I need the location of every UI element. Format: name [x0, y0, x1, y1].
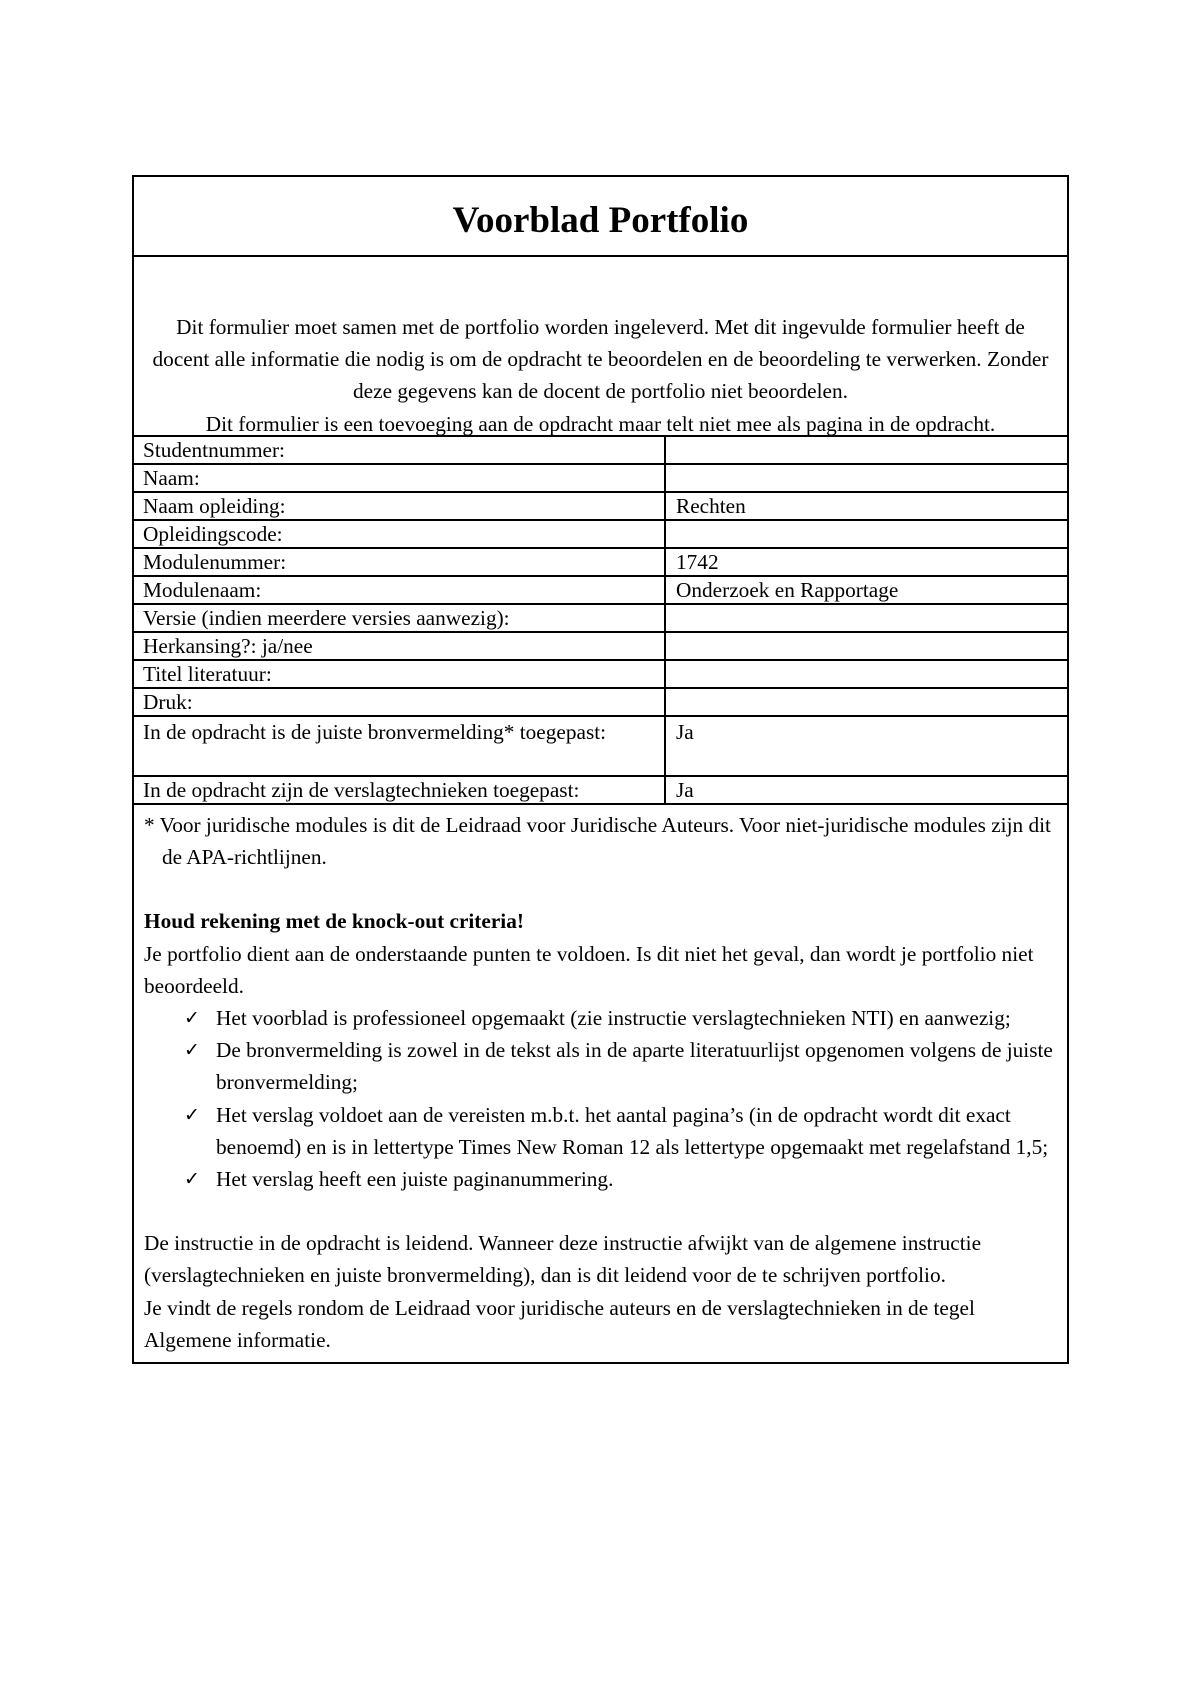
- field-value-edition[interactable]: [665, 688, 1067, 716]
- checkmark-icon: ✓: [184, 1103, 200, 1126]
- cover-form: [132, 175, 1069, 1364]
- spacer: [144, 1195, 1055, 1227]
- field-label: Druk:: [134, 688, 665, 716]
- table-row: [134, 548, 1067, 576]
- table-row: [134, 492, 1067, 520]
- table-row: [134, 604, 1067, 632]
- list-item-text: Het verslag heeft een juiste paginanummering.: [216, 1167, 614, 1192]
- list-item: [184, 1002, 1055, 1034]
- knockout-checklist: [144, 1002, 1055, 1195]
- list-item: [184, 1163, 1055, 1195]
- field-value-resit[interactable]: [665, 632, 1067, 660]
- knockout-heading: Houd rekening met de knock-out criteria!: [144, 909, 524, 934]
- field-label: Opleidingscode:: [134, 520, 665, 548]
- list-item-text: De bronvermelding is zowel in de tekst als in de aparte literatuurlijst opgenomen volgens de juiste bronvermelding;: [216, 1038, 1053, 1095]
- field-label: Titel literatuur:: [134, 660, 665, 688]
- footnote: * Voor juridische modules is dit de Leidraad voor Juridische Auteurs. Voor niet-juridische modules zijn dit de APA-richtlijnen.: [144, 813, 1051, 870]
- table-row: [134, 464, 1067, 492]
- instruction-paragraph: De instructie in de opdracht is leidend. Wanneer deze instructie afwijkt van de algemene instructie (verslagtechnieken en juiste bronvermelding), dan is dit leidend voor de te schrijven portfolio.: [144, 1231, 982, 1288]
- checkmark-icon: ✓: [184, 1039, 200, 1062]
- table-row: [134, 660, 1067, 688]
- list-item: [184, 1099, 1055, 1163]
- field-value-report-techniques-applied[interactable]: Ja: [665, 776, 1067, 803]
- notes-section: [134, 803, 1067, 1362]
- field-label: Modulenaam:: [134, 576, 665, 604]
- field-label: Versie (indien meerdere versies aanwezig):: [134, 604, 665, 632]
- title-row: [134, 177, 1067, 257]
- field-label: Studentnummer:: [134, 436, 665, 464]
- list-item-text: Het verslag voldoet aan de vereisten m.b.t. het aantal pagina’s (in de opdracht wordt dit exact benoemd) en is in lettertype Times New Roman 12 als lettertype opgemaakt met regelafstand 1,5;: [216, 1102, 1049, 1159]
- field-value-module-name[interactable]: Onderzoek en Rapportage: [665, 576, 1067, 604]
- field-value-program-code[interactable]: [665, 520, 1067, 548]
- field-value-module-number[interactable]: 1742: [665, 548, 1067, 576]
- field-value-version[interactable]: [665, 604, 1067, 632]
- field-label: Herkansing?: ja/nee: [134, 632, 665, 660]
- knockout-intro: Je portfolio dient aan de onderstaande punten te voldoen. Is dit niet het geval, dan wordt je portfolio niet beoordeeld.: [144, 941, 1034, 998]
- field-label: In de opdracht zijn de verslagtechnieken toegepast:: [134, 776, 665, 803]
- list-item: [184, 1034, 1055, 1098]
- spacer: [144, 873, 1055, 905]
- page-title: Voorblad Portfolio: [452, 199, 749, 241]
- table-row: [134, 520, 1067, 548]
- checkmark-icon: ✓: [184, 1168, 200, 1191]
- field-label: In de opdracht is de juiste bronvermelding* toegepast:: [134, 716, 665, 776]
- field-value-literature-title[interactable]: [665, 660, 1067, 688]
- student-info-table: [134, 435, 1067, 803]
- instruction-paragraph-rules: Je vindt de regels rondom de Leidraad voor juridische auteurs en de verslagtechnieken in de tegel Algemene informatie.: [144, 1295, 975, 1352]
- field-label: Naam:: [134, 464, 665, 492]
- field-value-citation-applied[interactable]: Ja: [665, 716, 1067, 776]
- table-row: [134, 716, 1067, 776]
- table-row: [134, 688, 1067, 716]
- table-row: [134, 776, 1067, 803]
- field-value-name[interactable]: [665, 464, 1067, 492]
- table-row: [134, 576, 1067, 604]
- intro-paragraph-note: Dit formulier is een toevoeging aan de opdracht maar telt niet mee als pagina in de opdracht.: [205, 411, 996, 435]
- table-row: [134, 436, 1067, 464]
- intro-paragraph: Dit formulier moet samen met de portfolio worden ingeleverd. Met dit ingevulde formulier heeft de docent alle informatie die nodig is om de opdracht te beoordelen en de beoordeling te verwerken. Zonder deze gegevens kan de docent de portfolio niet beoordelen.: [152, 315, 1049, 404]
- checkmark-icon: ✓: [184, 1007, 200, 1030]
- field-value-program-name[interactable]: Rechten: [665, 492, 1067, 520]
- field-label: Naam opleiding:: [134, 492, 665, 520]
- intro-section: [134, 257, 1067, 435]
- field-label: Modulenummer:: [134, 548, 665, 576]
- table-row: [134, 632, 1067, 660]
- field-value-student-number[interactable]: [665, 436, 1067, 464]
- list-item-text: Het voorblad is professioneel opgemaakt (zie instructie verslagtechnieken NTI) en aanwezig;: [216, 1006, 1011, 1031]
